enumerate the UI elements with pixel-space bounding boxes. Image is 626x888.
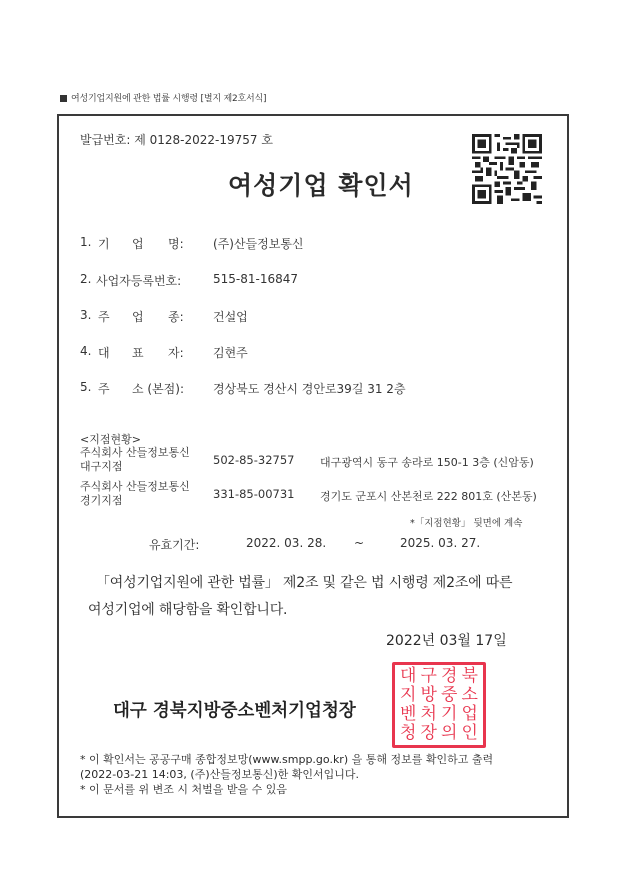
- issuer-name: 대구 경북지방중소벤처기업청장: [113, 701, 356, 721]
- branch-continued-note: *「지점현황」 뒷면에 계속: [410, 518, 523, 529]
- validity-start: 2022. 03. 28.: [246, 536, 327, 550]
- statement-line-2: 여성기업에 해당함을 확인합니다.: [88, 602, 288, 618]
- form-reference: 여성기업지원에 관한 법률 시행령 [별지 제2호서식]: [60, 91, 266, 104]
- business-reg-no-value: 515-81-16847: [213, 272, 299, 286]
- official-seal-icon: 대 구 경 북 지 방 중 소 벤 처 기 업 청 장 의 인: [392, 662, 486, 748]
- qr-code-icon: [472, 134, 542, 204]
- document-title: 여성기업 확인서: [228, 171, 414, 200]
- square-bullet-icon: [60, 95, 67, 102]
- issue-date: 2022년 03월 17일: [386, 633, 507, 649]
- address-value: 경상북도 경산시 경안로39길 31 2층: [213, 382, 406, 396]
- issue-number: 발급번호: 제 0128-2022-19757 호: [80, 133, 273, 147]
- statement-line-1: 「여성기업지원에 관한 법률」 제2조 및 같은 법 시행령 제2조에 따른: [96, 575, 513, 591]
- footnotes: * 이 확인서는 공공구매 종합정보망(www.smpp.go.kr) 을 통해 정보를 확인하고 출력 (2022-03-21 14:03, (주)산들정보통신)한 확인서입니다. * 이 문서를 위 변조 시 처벌을 받을 수 있음: [80, 753, 494, 796]
- main-industry-value: 건설업: [213, 310, 248, 324]
- branch-section-heading: <지점현황>: [80, 433, 141, 446]
- validity-end: 2025. 03. 27.: [400, 536, 481, 550]
- company-name-value: (주)산들정보통신: [213, 237, 304, 251]
- representative-value: 김현주: [213, 346, 248, 360]
